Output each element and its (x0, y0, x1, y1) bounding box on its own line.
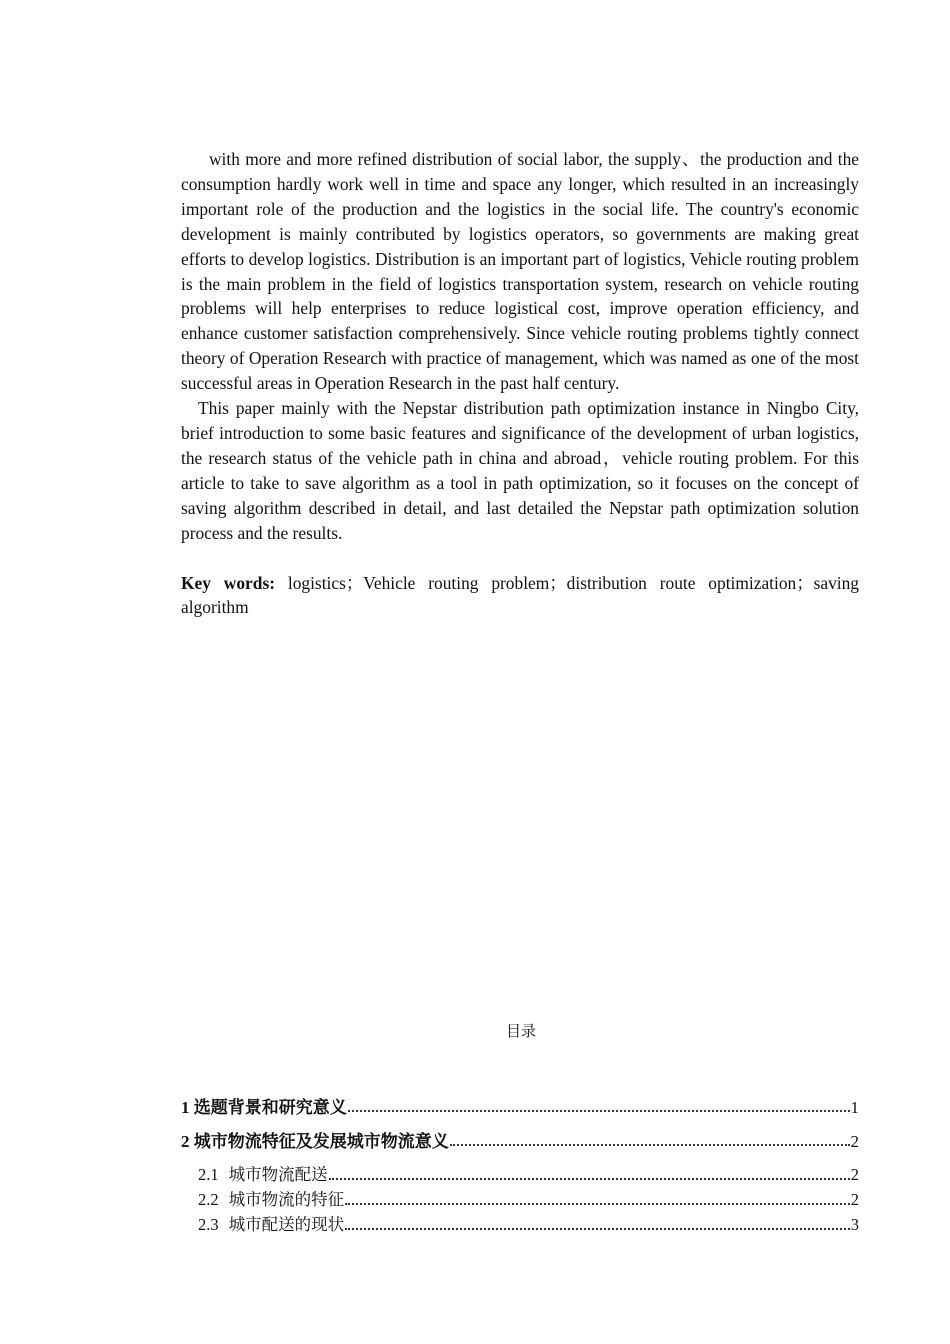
toc-leader (329, 1178, 850, 1180)
abstract-paragraph-1: with more and more refined distribution of social labor, the supply、the production and the consumption hardly work well in time and space any longer, which resulted in an increasingly important role of the production and the logistics in the social life. The country's economic development is mainly contributed by logistics operators, so governments are making great efforts to develop logistics. Distribution is an important part of logistics, Vehicle routing problem is the main problem in the field of logistics transportation system, research on vehicle routing problems will help enterprises to reduce logistical cost, improve operation efficiency, and enhance customer satisfaction comprehensively. Since vehicle routing problems tightly connect theory of Operation Research with practice of management, which was named as one of the most successful areas in Operation Research in the past half century. (181, 149, 859, 394)
toc-leader (450, 1144, 850, 1146)
toc-entry-page: 2 (850, 1165, 859, 1184)
keywords-label: Key words: (181, 572, 276, 593)
keywords (181, 571, 859, 621)
toc-entry-text: 城市物流特征及发展城市物流意义 (193, 1132, 449, 1151)
toc-leader (345, 1228, 850, 1230)
toc-entry-page: 2 (850, 1132, 859, 1151)
toc-entry-page: 3 (850, 1215, 859, 1234)
table-of-contents (181, 1093, 859, 1236)
abstract (181, 147, 859, 620)
toc-leader (348, 1110, 850, 1112)
toc-entry-text: 城市配送的现状 (228, 1215, 345, 1234)
toc-entry-text: 城市物流配送 (228, 1165, 328, 1184)
toc-entry-text: 选题背景和研究意义 (193, 1098, 347, 1117)
toc-entry-2-3[interactable] (181, 1211, 859, 1236)
keywords-text: logistics；Vehicle routing problem；distribution route optimization；saving algorithm (181, 572, 860, 618)
toc-entry-number: 2.1 (198, 1165, 219, 1184)
toc-entry-2-1[interactable] (181, 1161, 859, 1186)
toc-title: 目录 (505, 1022, 536, 1040)
toc-entry-1[interactable] (181, 1093, 859, 1118)
toc-entry-number: 2.3 (198, 1215, 219, 1234)
toc-entry-number: 2.2 (198, 1190, 219, 1209)
toc-entry-number: 1 (181, 1098, 190, 1117)
toc-leader (345, 1203, 850, 1205)
toc-entry-page: 2 (850, 1190, 859, 1209)
abstract-paragraph-2: This paper mainly with the Nepstar distribution path optimization instance in Ningbo City, brief introduction to some basic features and significance of the development of urban logistics, the research status of the vehicle path in china and abroad，vehicle routing problem. For this article to take to save algorithm as a tool in path optimization, so it focuses on the concept of saving algorithm described in detail, and last detailed the Nepstar path optimization solution process and the results. (181, 398, 859, 543)
toc-entry-number: 2 (181, 1132, 190, 1151)
toc-entry-text: 城市物流的特征 (228, 1190, 345, 1209)
toc-entry-2[interactable] (181, 1127, 859, 1152)
toc-entry-2-2[interactable] (181, 1186, 859, 1211)
toc-entry-page: 1 (850, 1098, 859, 1117)
